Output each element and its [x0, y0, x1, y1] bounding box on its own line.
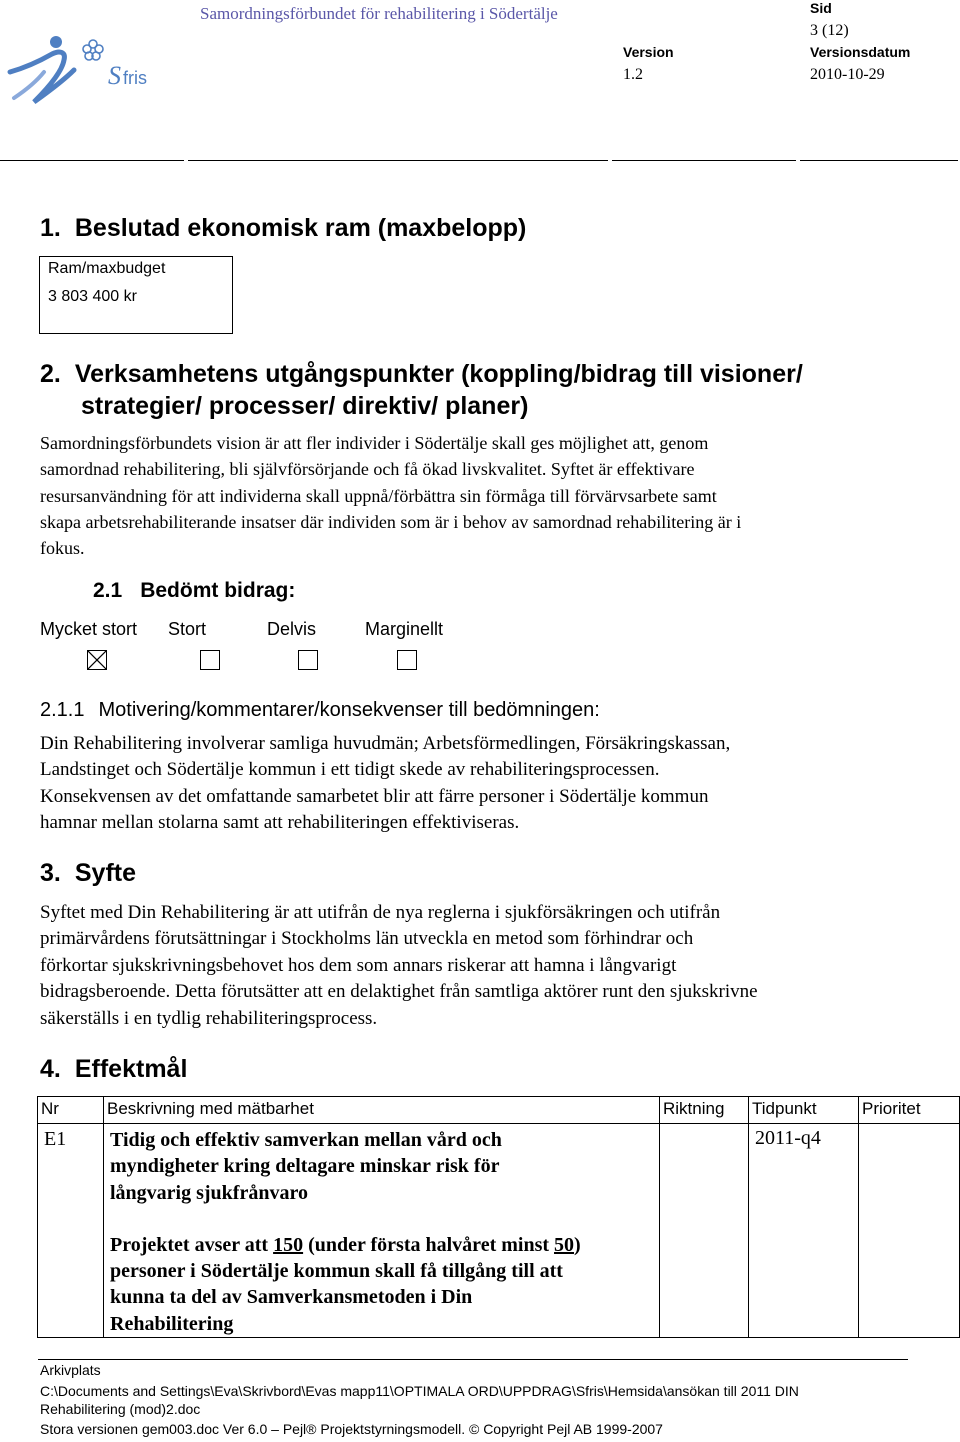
archive-path-line1: C:\Documents and Settings\Eva\Skrivbord\Evas mapp11\OPTIMALA ORD\UPPDRAG\Sfris\Hemsida\ansökan till 2011 DIN — [40, 1383, 799, 1399]
svg-text:fris: fris — [123, 68, 147, 88]
logo-figure-icon — [4, 32, 164, 112]
subsection-number: 2.1 — [93, 579, 123, 602]
description-line: personer i Södertälje kommun skall få tillgång till att — [110, 1260, 563, 1283]
purpose-paragraph — [40, 900, 955, 1032]
checkbox-marginellt[interactable] — [397, 650, 417, 670]
paragraph-line: resursanvändning för att individerna skall uppnå/förbättra sin förmåga till förvärvsarbete samt — [40, 485, 717, 506]
budget-label: Ram/maxbudget — [48, 260, 166, 277]
version-label: Version — [623, 44, 674, 60]
goal-number: E1 — [38, 1124, 104, 1338]
copyright-line: Stora versionen gem003.doc Ver 6.0 – Pejl® Projektstyrningsmodell. © Copyright Pejl AB 1999-2007 — [40, 1421, 663, 1437]
goal-description — [104, 1124, 660, 1338]
section-number: 2. — [40, 360, 61, 388]
paragraph-line: primärvårdens förutsättningar i Stockholms län utveckla en metod som förhindrar och — [40, 928, 694, 950]
sfris-logo — [4, 32, 164, 112]
budget-value: 3 803 400 kr — [48, 288, 137, 305]
table-header-row — [38, 1097, 960, 1124]
goal-target-total: 150 — [273, 1233, 304, 1256]
column-header: Riktning — [660, 1097, 749, 1124]
paragraph-line: säkerställs i en tydlig rehabiliteringsprocess. — [40, 1007, 378, 1029]
section-title: Syfte — [74, 859, 136, 887]
description-line: kunna ta del av Samverkansmetoden i Din — [110, 1286, 473, 1309]
section-number: 4. — [40, 1055, 61, 1083]
column-header: Tidpunkt — [749, 1097, 859, 1124]
paragraph-line: Syftet med Din Rehabilitering är att utifrån de nya reglerna i sjukförsäkringen och utifrån — [40, 902, 721, 923]
rating-label-stort: Stort — [168, 619, 207, 639]
section-number: 1. — [40, 214, 61, 242]
subsection-2-1-1-heading — [40, 699, 600, 722]
table-row — [38, 1124, 960, 1338]
subsection-title: Bedömt bidrag: — [140, 579, 296, 602]
archive-label: Arkivplats — [40, 1362, 101, 1378]
paragraph-line: Samordningsförbundets vision är att fler individer i Södertälje skall ges möjlighet att, genom — [40, 433, 709, 453]
description-line: myndigheter kring deltagare minskar risk för — [110, 1155, 500, 1178]
version-date-label: Versionsdatum — [810, 44, 911, 60]
paragraph-line: hamnar mellan stolarna samt att rehabiliteringen effektiviseras. — [40, 812, 520, 834]
paragraph-line: bidragsberoende. Detta förutsätter att en delaktighet från samtliga aktörer runt den sjukskrivne — [40, 981, 758, 1003]
goal-priority — [859, 1124, 960, 1338]
section-title: Beslutad ekonomisk ram (maxbelopp) — [74, 214, 527, 242]
version-value: 1.2 — [623, 66, 643, 83]
effect-goals-table — [37, 1096, 960, 1338]
column-header: Nr — [38, 1097, 104, 1124]
checkbox-stort[interactable] — [200, 650, 220, 670]
budget-box — [39, 256, 233, 334]
subsection-number: 2.1.1 — [40, 699, 85, 721]
checkmark-x-icon — [88, 651, 106, 669]
column-header: Beskrivning med mätbarhet — [104, 1097, 660, 1124]
description-line: långvarig sjukfrånvaro — [110, 1181, 308, 1204]
subsection-title: Motivering/kommentarer/konsekvenser till bedömningen: — [98, 699, 600, 721]
vision-paragraph — [40, 430, 950, 561]
section-2-heading — [40, 358, 803, 422]
goal-direction — [660, 1124, 749, 1338]
svg-text:S: S — [108, 61, 121, 90]
description-line: Tidig och effektiv samverkan mellan vård och — [110, 1129, 502, 1151]
column-header: Prioritet — [859, 1097, 960, 1124]
description-line: Rehabilitering — [110, 1312, 234, 1335]
section-title: Effektmål — [74, 1055, 188, 1083]
archive-path-line2: Rehabilitering (mod)2.doc — [40, 1401, 201, 1417]
paragraph-line: förkortar sjukskrivningsbehovet hos dem som annars riskerar att hamna i långvarigt — [40, 954, 677, 976]
paragraph-line: samordnad rehabilitering, bli självförsörjande och få ökad livskvalitet. Syftet är effektivare — [40, 459, 695, 480]
subsection-2-1-heading — [93, 579, 295, 603]
page-number-value: 3 (12) — [810, 22, 849, 39]
section-1-heading — [40, 214, 526, 243]
rating-label-marginellt: Marginellt — [365, 619, 444, 639]
paragraph-line: fokus. — [40, 538, 85, 559]
paragraph-line: Konsekvensen av det omfattande samarbetet blir att färre personer i Södertälje kommun — [40, 785, 709, 807]
section-3-heading — [40, 859, 136, 888]
paragraph-line: skapa arbetsrehabiliterande insatser där individen som är i behov av samordnad rehabilitering är i — [40, 511, 742, 532]
paragraph-line: Din Rehabilitering involverar samliga huvudmän; Arbetsförmedlingen, Försäkringskassan, — [40, 733, 731, 754]
section-number: 3. — [40, 859, 61, 887]
rating-label-delvis: Delvis — [267, 619, 317, 639]
page-number-label: Sid — [810, 0, 832, 16]
section-title-line2: strategier/ processer/ direktiv/ planer) — [81, 392, 529, 420]
section-title-line1: Verksamhetens utgångspunkter (koppling/bidrag till visioner/ — [74, 360, 803, 388]
goal-measure-line: Projektet avser att 150 (under första halvåret minst 50) — [110, 1233, 581, 1256]
motivation-paragraph — [40, 731, 950, 837]
footer-divider — [38, 1359, 908, 1360]
checkbox-mycket-stort[interactable] — [87, 650, 107, 670]
version-date-value: 2010-10-29 — [810, 66, 885, 83]
organization-name: Samordningsförbundet för rehabilitering i Södertälje — [200, 4, 558, 23]
section-4-heading — [40, 1055, 187, 1084]
checkbox-delvis[interactable] — [298, 650, 318, 670]
goal-target-half-year: 50 — [554, 1233, 575, 1256]
goal-timepoint: 2011-q4 — [749, 1124, 859, 1338]
rating-label-mycket-stort: Mycket stort — [40, 619, 138, 639]
paragraph-line: Landstinget och Södertälje kommun i ett tidigt skede av rehabiliteringsprocessen. — [40, 759, 660, 781]
